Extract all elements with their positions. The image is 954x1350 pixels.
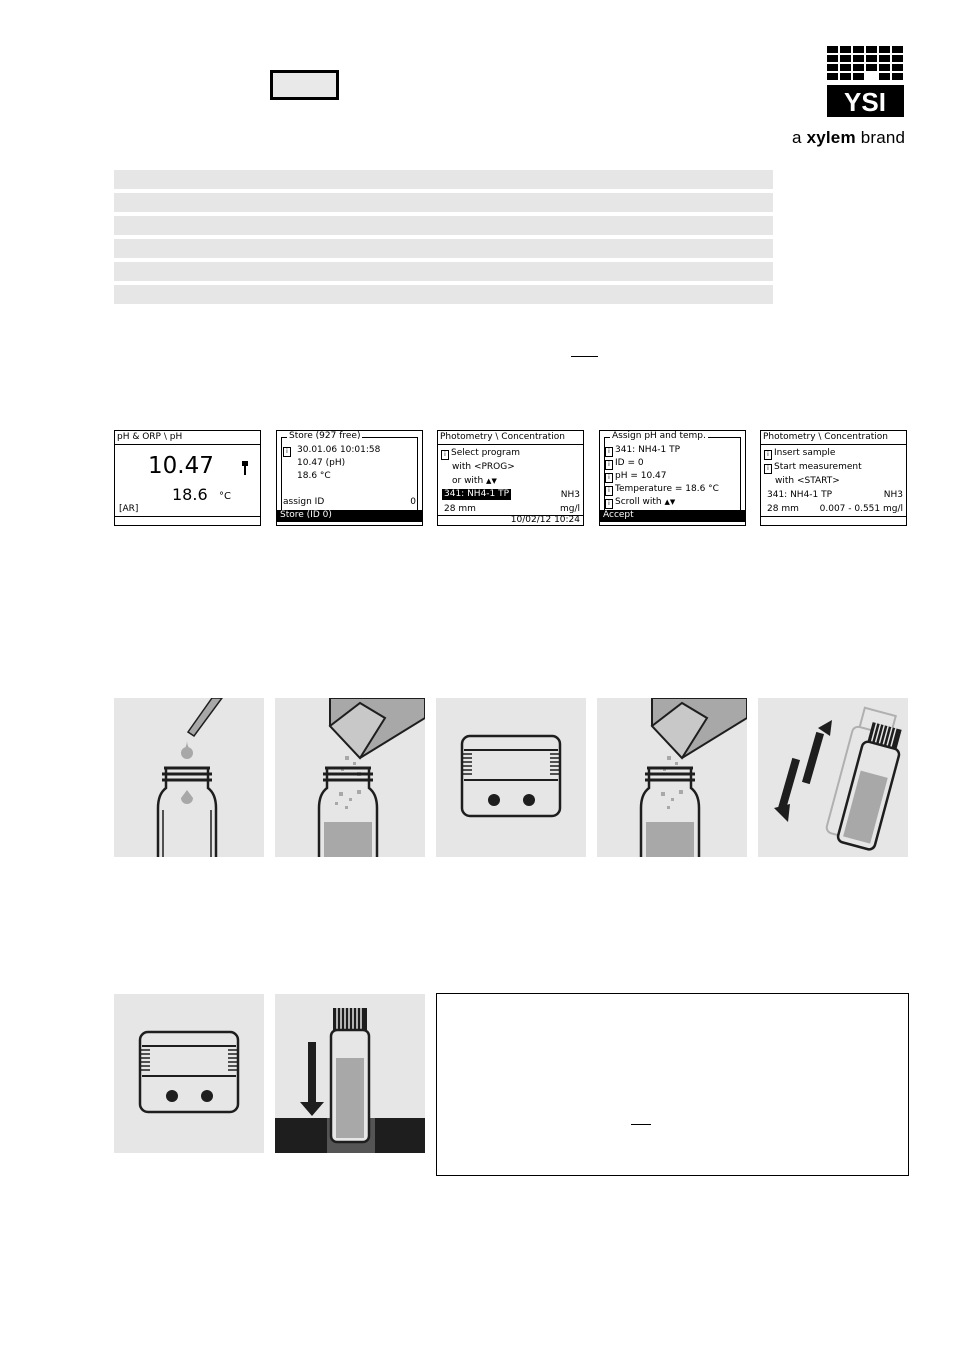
assign-value: 0 — [410, 497, 416, 507]
selected-program[interactable]: 341: NH4-1 TP — [444, 489, 510, 499]
frame-title: Store (927 free) — [289, 431, 361, 441]
temp-value: 18.6 — [172, 485, 208, 504]
program-unit: NH3 — [883, 490, 903, 500]
empty-title-box — [270, 70, 339, 100]
datetime: 10/02/12 10:24 — [510, 515, 580, 525]
display-insert-sample: Photometry \ Concentration i Insert sample i Start measurement with <START> 341: NH4-1 TP NH3 28 mm 0.007 - 0.551 mg/l — [760, 430, 907, 526]
ysi-logo — [826, 44, 906, 122]
screen-title: Photometry \ Concentration — [440, 432, 565, 442]
info-icon: i — [283, 447, 291, 457]
screen-title: Photometry \ Concentration — [763, 432, 888, 442]
gray-bar-1 — [114, 170, 773, 189]
gray-bar-3 — [114, 216, 773, 235]
gray-bar-6 — [114, 285, 773, 304]
arrow-up-icon: ▲ — [486, 477, 492, 485]
cell-size: 28 mm — [767, 504, 799, 514]
info-icon: i — [605, 486, 613, 496]
screen-title: pH & ORP \ pH — [117, 432, 183, 442]
info-icon: i — [605, 447, 613, 457]
line-arrows: or with ▲▼ — [452, 476, 497, 486]
line-start: with <START> — [775, 476, 840, 486]
illustration-pipette-drop — [114, 698, 264, 857]
logo-text: YSI — [844, 87, 886, 117]
underline-mark — [571, 356, 598, 357]
gray-bar-4 — [114, 239, 773, 258]
store-temp: 18.6 °C — [297, 471, 331, 481]
program-unit: NH3 — [560, 490, 580, 500]
assign-label: assign ID — [283, 497, 325, 507]
illustration-reagent-packet-1 — [275, 698, 425, 857]
illustration-timer-2 — [114, 994, 264, 1153]
illustration-timer-1 — [436, 698, 586, 857]
info-icon: i — [605, 460, 613, 470]
note-box — [436, 993, 909, 1176]
info-icon: i — [605, 473, 613, 483]
unit: mg/l — [559, 504, 580, 514]
illustration-reagent-packet-2 — [597, 698, 747, 857]
gray-bar-5 — [114, 262, 773, 281]
program: 341: NH4-1 TP — [767, 490, 833, 500]
illustration-insert-vial — [275, 994, 425, 1153]
range: 0.007 - 0.551 mg/l — [819, 504, 903, 514]
info-icon: i — [764, 464, 772, 474]
frame-title: Assign pH and temp. — [612, 431, 706, 441]
illustration-shake-vial — [758, 698, 908, 857]
store-action[interactable]: Store (ID 0) — [277, 510, 422, 522]
electrode-icon — [241, 461, 249, 475]
line-prog: with <PROG> — [452, 462, 515, 472]
info-icon: i — [605, 499, 613, 509]
accept-action[interactable]: Accept — [600, 510, 745, 522]
ph-value: 10.47 — [148, 453, 214, 479]
arrow-down-icon: ▼ — [669, 498, 676, 506]
display-ph — [114, 430, 261, 526]
brand-tagline: a xylem brand — [792, 128, 906, 147]
gray-bar-2 — [114, 193, 773, 212]
display-select-program: Photometry \ Concentration i Select program with <PROG> or with ▲▼ 341: NH4-1 TP NH3 28 mm mg/l 10/02/12 10:24 — [437, 430, 584, 526]
ar-indicator: [AR] — [119, 504, 139, 514]
cell-size: 28 mm — [444, 504, 476, 514]
arrow-down-icon: ▼ — [491, 477, 497, 485]
temp-unit: °C — [219, 491, 231, 502]
store-ph: 10.47 (pH) — [297, 458, 346, 468]
info-icon: i — [441, 450, 449, 460]
display-store — [276, 430, 423, 526]
store-datetime: 30.01.06 10:01:58 — [297, 445, 381, 455]
underline-mark — [631, 1124, 651, 1125]
display-assign-ph-temp: Assign pH and temp. i 341: NH4-1 TP i ID = 0 i pH = 10.47 i Temperature = 18.6 °C i Scroll with ▲▼ Accept — [599, 430, 746, 526]
arrow-up-icon: ▲ — [664, 498, 670, 506]
info-icon: i — [764, 450, 772, 460]
